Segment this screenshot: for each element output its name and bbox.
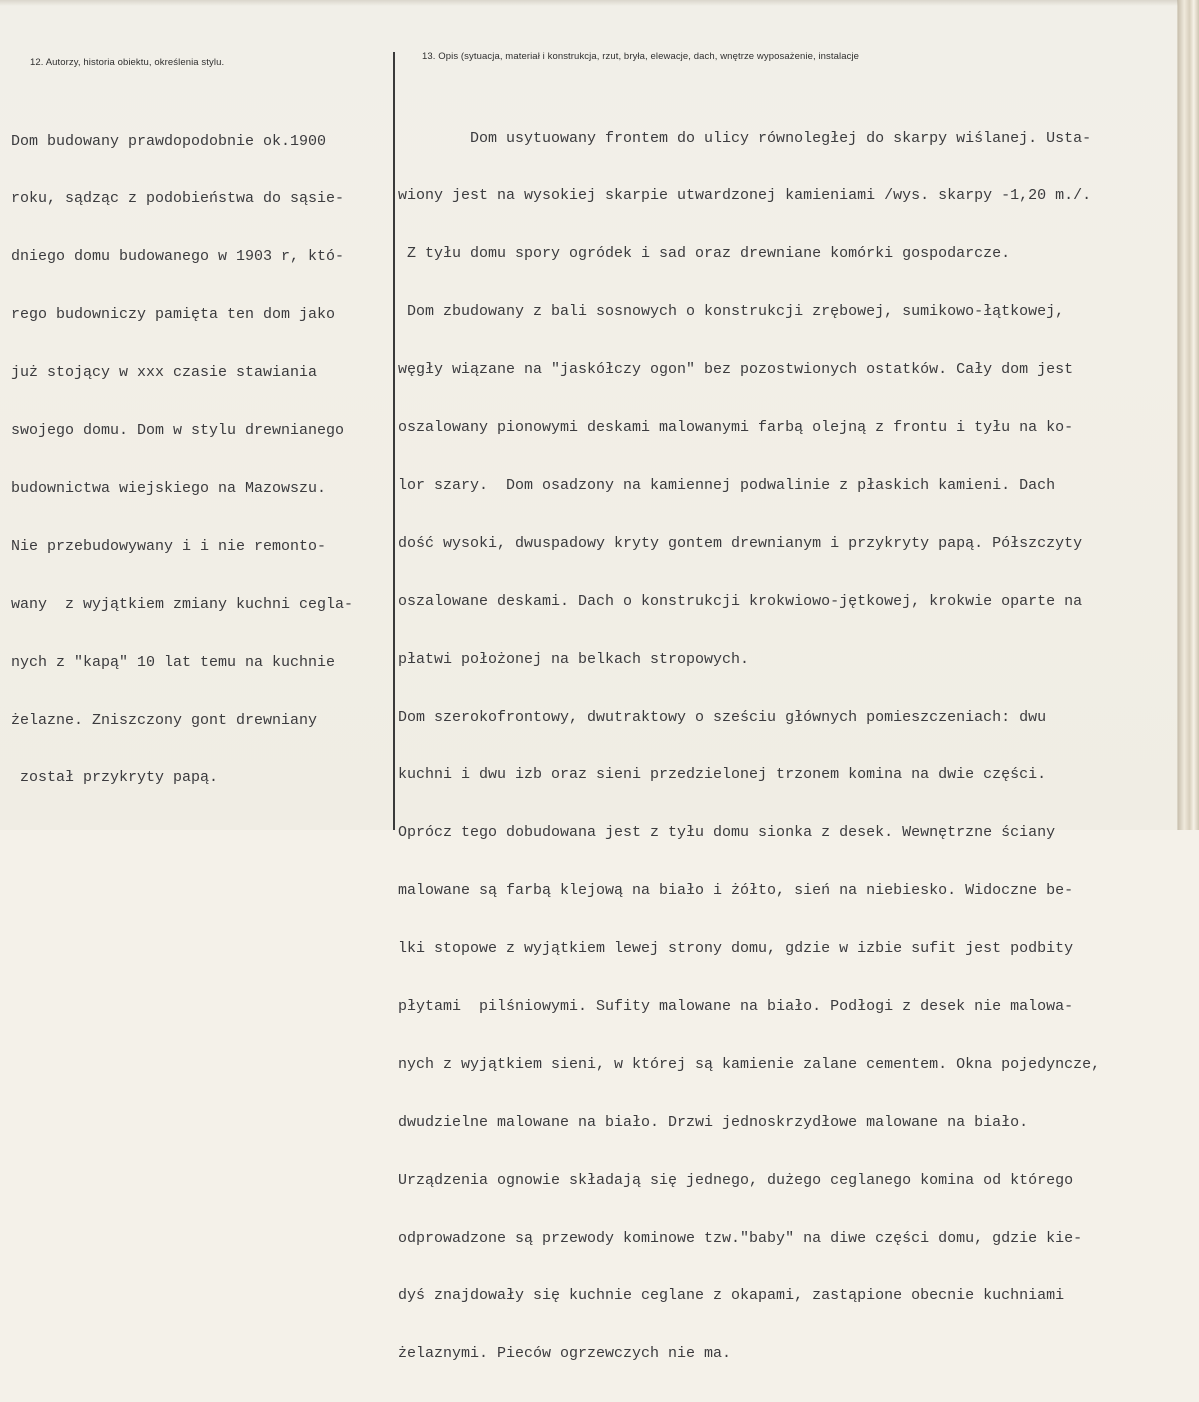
text-line: węgły wiązane na "jaskółczy ogon" bez pozostwionych ostatków. Cały dom jest — [398, 361, 1074, 379]
text-line: dwudzielne malowane na biało. Drzwi jednoskrzydłowe malowane na biało. — [398, 1113, 1029, 1131]
text-line: już stojący w xxx czasie stawiania — [11, 364, 318, 382]
text-line: lki stopowe z wyjątkiem lewej strony domu, gdzie w izbie sufit jest podbity — [398, 940, 1074, 958]
text-line: Dom zbudowany z bali sosnowych o konstrukcji zrębowej, sumikowo-łątkowej, — [398, 303, 1065, 321]
section-13-heading: 13. Opis (sytuacja, materiał i konstrukcja, rzut, bryła, elewacje, dach, wnętrze wyposażenie, instalacje — [422, 51, 860, 62]
text-line: nych z "kapą" 10 lat temu na kuchnie — [11, 653, 336, 671]
text-line: nych z wyjątkiem sieni, w której są kamienie zalane cementem. Okna pojedyncze, — [398, 1055, 1101, 1073]
text-line: wiony jest na wysokiej skarpie utwardzonej kamieniami /wys. skarpy -1,20 m./. — [398, 187, 1092, 205]
page-edge — [1178, 0, 1199, 830]
text-line: roku, sądząc z podobieństwa do sąsie- — [11, 190, 345, 208]
section-12-text — [11, 93, 353, 826]
text-line: Urządzenia ognowie składają się jednego, dużego ceglanego komina od którego — [398, 1171, 1074, 1189]
text-line: kuchni i dwu izb oraz sieni przedzielonej trzonem komina na dwie części. — [398, 766, 1047, 784]
text-line: malowane są farbą klejową na biało i żółto, sień na niebiesko. Widoczne be- — [398, 882, 1074, 900]
text-line: Dom budowany prawdopodobnie ok.1900 — [11, 132, 327, 150]
page-shadow — [0, 0, 1178, 6]
text-line: Dom szerokofrontowy, dwutraktowy o sześciu głównych pomieszczeniach: dwu — [398, 708, 1047, 726]
text-line: lor szary. Dom osadzony na kamiennej podwalinie z płaskich kamieni. Dach — [398, 476, 1056, 494]
text-line: oszalowany pionowymi deskami malowanymi farbą olejną z frontu i tyłu na ko- — [398, 419, 1074, 437]
text-line: dniego domu budowanego w 1903 r, któ- — [11, 248, 345, 266]
section-12-heading: 12. Autorzy, historia obiektu, określenia stylu. — [30, 57, 225, 68]
text-line: Nie przebudowywany i i nie remonto- — [11, 537, 327, 555]
text-line: dość wysoki, dwuspadowy kryty gontem drewnianym i przykryty papą. Półszczyty — [398, 534, 1083, 552]
text-line: odprowadzone są przewody kominowe tzw."baby" na diwe części domu, gdzie kie- — [398, 1229, 1083, 1247]
text-line: Oprócz tego dobudowana jest z tyłu domu sionka z desek. Wewnętrzne ściany — [398, 824, 1056, 842]
text-line: płytami pilśniowymi. Sufity malowane na biało. Podłogi z desek nie malowa- — [398, 997, 1074, 1015]
text-line: wany z wyjątkiem zmiany kuchni cegla- — [11, 595, 354, 613]
text-line: płatwi położonej na belkach stropowych. — [398, 650, 750, 668]
text-line: został przykryty papą. — [11, 769, 219, 787]
text-line: oszalowane deskami. Dach o konstrukcji krokwiowo-jętkowej, krokwie oparte na — [398, 592, 1083, 610]
text-line: Z tyłu domu spory ogródek i sad oraz drewniane komórki gospodarcze. — [398, 245, 1011, 263]
text-line: budownictwa wiejskiego na Mazowszu. — [11, 479, 327, 497]
text-line: Dom usytuowany frontem do ulicy równoległej do skarpy wiślanej. Usta- — [398, 129, 1092, 147]
text-line: swojego domu. Dom w stylu drewnianego — [11, 422, 345, 440]
text-line: żelaznymi. Pieców ogrzewczych nie ma. — [398, 1345, 732, 1363]
text-line: dyś znajdowały się kuchnie ceglane z okapami, zastąpione obecnie kuchniami — [398, 1287, 1065, 1305]
column-divider — [393, 52, 395, 830]
section-13-text — [398, 90, 1100, 1402]
text-line: żelazne. Zniszczony gont drewniany — [11, 711, 318, 729]
text-line: rego budowniczy pamięta ten dom jako — [11, 306, 336, 324]
